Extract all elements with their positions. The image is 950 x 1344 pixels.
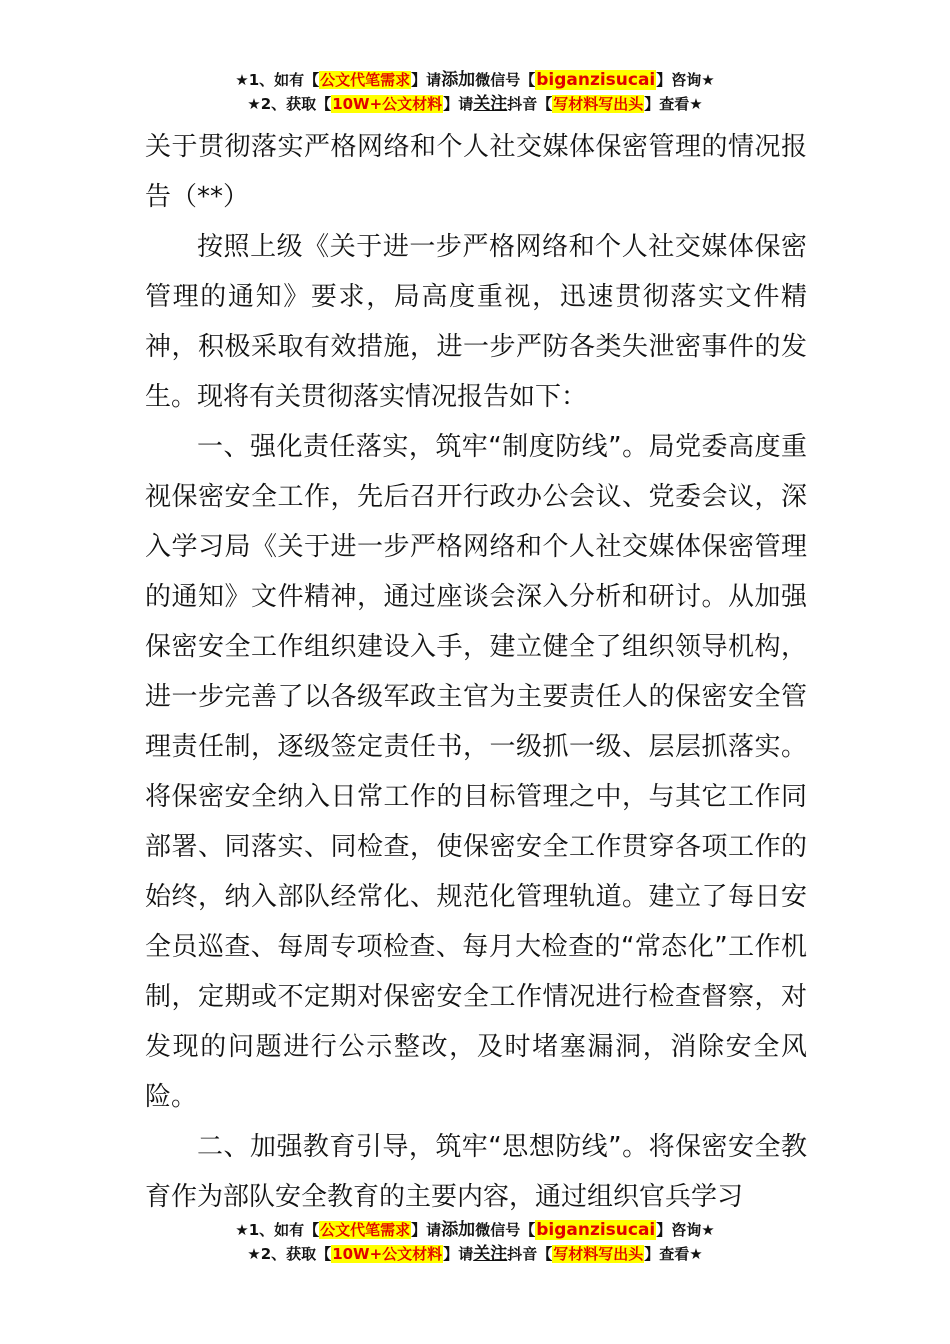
banner-emphasis: 关注: [473, 94, 508, 114]
banner-emphasis: 添加: [441, 70, 476, 90]
header-banner: [0, 68, 950, 116]
banner-line-1: [0, 1218, 950, 1242]
paragraph-section-1: 一、强化责任落实，筑牢“制度防线”。局党委高度重视保密安全工作，先后召开行政办公会议、党委会议，深入学习局《关于进一步严格网络和个人社交媒体保密管理的通知》文件精神，通过座谈会深入分析和研讨。从加强保密安全工作组织建设入手，建立健全了组织领导机构，进一步完善了以各级军政主官为主要责任人的保密安全管理责任制，逐级签定责任书，一级抓一级、层层抓落实。将保密安全纳入日常工作的目标管理之中，与其它工作同部署、同落实、同检查，使保密安全工作贯穿各项工作的始终，纳入部队经常化、规范化管理轨道。建立了每日安全员巡查、每周专项检查、每月大检查的“常态化”工作机制，定期或不定期对保密安全工作情况进行检查督察，对发现的问题进行公示整改，及时堵塞漏洞，消除安全风险。: [145, 432, 807, 1112]
footer-banner: [0, 1218, 950, 1266]
banner-text: 】请: [411, 1221, 442, 1239]
paragraph-section-2: 二、加强教育引导，筑牢“思想防线”。将保密安全教育作为部队安全教育的主要内容，通过组织官兵学习: [145, 1132, 807, 1212]
banner-highlight: 10W+公文材料: [332, 1245, 443, 1263]
banner-text: 】咨询★: [656, 71, 715, 89]
banner-text: ★2、获取【: [247, 1245, 332, 1263]
banner-highlight: 写材料写出头: [553, 1245, 644, 1263]
banner-wechat-id: biganzisucai: [536, 70, 656, 90]
banner-text: 微信号【: [475, 71, 536, 89]
banner-text: ★1、如有【: [235, 1221, 320, 1239]
banner-text: 抖音【: [507, 1245, 553, 1263]
banner-emphasis: 添加: [441, 1220, 476, 1240]
banner-wechat-id: biganzisucai: [536, 1220, 656, 1240]
banner-text: 】咨询★: [656, 1221, 715, 1239]
banner-highlight: 写材料写出头: [553, 95, 644, 113]
banner-text: 微信号【: [475, 1221, 536, 1239]
banner-highlight: 公文代笔需求: [320, 1221, 411, 1239]
banner-line-2: [0, 92, 950, 116]
document-body: [145, 122, 807, 1222]
banner-text: 抖音【: [507, 95, 553, 113]
document-title: 关于贯彻落实严格网络和个人社交媒体保密管理的情况报告（**）: [145, 132, 807, 212]
banner-highlight: 10W+公文材料: [332, 95, 443, 113]
banner-text: 】请: [443, 95, 474, 113]
banner-text: 】查看★: [644, 95, 703, 113]
banner-text: 】请: [411, 71, 442, 89]
banner-highlight: 公文代笔需求: [320, 71, 411, 89]
banner-line-2: [0, 1242, 950, 1266]
banner-line-1: [0, 68, 950, 92]
banner-text: ★1、如有【: [235, 71, 320, 89]
banner-emphasis: 关注: [473, 1244, 508, 1264]
banner-text: 】查看★: [644, 1245, 703, 1263]
banner-text: ★2、获取【: [247, 95, 332, 113]
paragraph-intro: 按照上级《关于进一步严格网络和个人社交媒体保密管理的通知》要求，局高度重视，迅速贯彻落实文件精神，积极采取有效措施，进一步严防各类失泄密事件的发生。现将有关贯彻落实情况报告如下：: [145, 232, 807, 412]
banner-text: 】请: [443, 1245, 474, 1263]
